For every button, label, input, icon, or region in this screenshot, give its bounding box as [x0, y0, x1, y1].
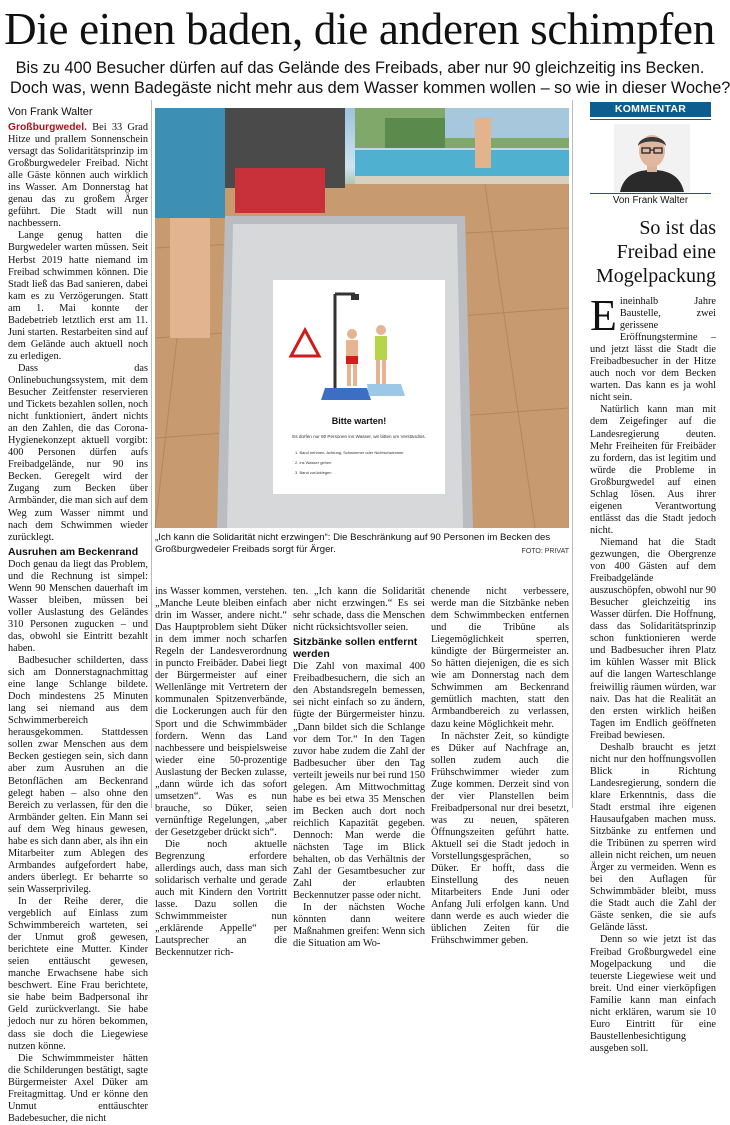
commentary-paragraph: Denn so wie jetzt ist das Freibad Großburgwedel eine Mogelpackung und die teuerste Liegewiese weit und breit. Und einer vierköpfigen Familie kann man einfach nicht erklären, warum sie 10 Euro Eintritt für eine Baustellenbesichtigung ausgeben soll.: [590, 934, 716, 1054]
article-paragraph: ins Wasser kommen, verstehen. „Manche Leute bleiben einfach drin im Wasser, andere nicht.“ Das Hauptproblem sieht Düker in dem immer noch scharfen Regeln der Landesverordnung in puncto Freibäder. Dabei liegt der Bürgermeister auf einer Wellenlänge mit Vertretern der kommunalen Spitzenverbände, die Lockerungen auch für den Sport und die Schwimmbäder fordern. Wenn das Land nachbessere und beispielsweise wieder eine 50-prozentige Auslastung der Becken zulasse, „dann würde ich das sofort umsetzen“. Was es nun brauche, so Düker, seien vernünftige Regelungen, „aber der Gesetzgeber drückt sich“.: [155, 586, 287, 838]
article-paragraph: In der Reihe derer, die vergeblich auf Einlass zum Schwimmbereich warteten, sei der Unmut groß gewesen, berichtete eine Mutter. Kinder seien enttäuscht gewesen, manche Erwachsene habe sich beschwert. Eine Frau berichtete, sie habe beim Badpersonal ihr Geld zurückverlangt. Sie habe jedoch nur zu hören bekommen, dass sie doch die Liegewiese nutzen könne.: [8, 896, 148, 1052]
sign-step: 1. Band nehmen, Achtung, Schwimmer oder Nichtschwimmer: [295, 450, 404, 455]
article-column-1: [8, 122, 149, 1124]
dropcap: E: [590, 291, 617, 340]
article-paragraph: chenende nicht verbessere, werde man die Sitzbänke neben dem Schwimmbecken entfernen und die Tribüne als Liegemöglichkeit sperren, kündigte der Bürgermeister an. So hätten diejenigen, die es sich wie am Donnerstag nach dem Schwimmen am Beckenrand gemütlich machten, statt den Armbandbereich zu verlassen, dazu keine Möglichkeit mehr.: [431, 586, 569, 730]
commentary-paragraph: Eineinhalb Jahre Baustelle, zwei gerissene Eröffnungstermine – und jetzt lässt die Stadt die Freibadbesucher in der Hitze auch noch vor dem Becken warten. Das kann es ja wohl nicht sein.: [590, 291, 716, 404]
commentary-paragraph: Natürlich kann man mit dem Zeigefinger auf die Landesregierung deuten. Mehr Freiheiten für Freibäder zu fordern, das ist legitim und würde die Probleme in Großburgwedel auf einen Schlag lösen. Aus ihrer eigenen Verantwortung entlässt das die Stadt jedoch nicht.: [590, 404, 716, 536]
photo-caption: [155, 532, 569, 557]
dateline: Großburgwedel.: [8, 122, 87, 133]
article-paragraph: Die Schwimmmeister hätten die Schilderungen bestätigt, sagte Bürgermeister Axel Düker am Freitagmittag. Und er könne den Unmut enttäuschter Badebesucher, die nicht: [8, 1052, 148, 1124]
commentary-paragraph: Deshalb braucht es jetzt nicht nur den hoffnungsvollen Blick in Richtung Landesregierung, sondern die klare Erkenntnis, dass die Stadt erstmal ihre eigenen Hausaufgaben machen muss. Sitzbänke zu entfernen und die Tribünen zu sperren wird allein nicht reichen, um neuen Ärger zu vermeiden. Wenn es bei den Auflagen für Schwimmbäder bleibt, muss die Stadt auch die Zahl der Gäste senken, die sie aufs Gelände lässt.: [590, 741, 716, 934]
caption-text: „Ich kann die Solidarität nicht erzwingen“: Die Beschränkung auf 90 Personen im Becken des Großburgwedeler Freibads sorgt für Ärger.: [155, 532, 551, 555]
photo-credit: FOTO: PRIVAT: [521, 547, 569, 555]
sign-step: 2. ins Wasser gehen: [295, 460, 332, 465]
article-column-4: [431, 586, 569, 947]
subline-line-1: Bis zu 400 Besucher dürfen auf das Gelände des Freibads, aber nur 90 gleichzeitig ins Becken.: [15, 59, 705, 77]
sign-step: 3. Band zurücklegen: [295, 470, 332, 475]
article-paragraph: Doch genau da liegt das Problem, und die Rechnung ist simpel: Wenn 90 Menschen dauerhaft im Wasser bleiben, müssen bei voller Auslastung des Geländes 310 Personen zugucken – und das, obwohl sie Eintritt bezahlt haben.: [8, 558, 148, 655]
article-paragraph: Lange genug hatten die Burgwedeler warten müssen. Seit Herbst 2019 hatte niemand im Freibad schwimmen können. Die Stadt ließ das Bad sanieren, dabei kam es zu Verzögerungen. Statt am 1. Mai konnte der Badebetrieb letztlich erst am 11. Juni starten. Restarbeiten sind auf dem Gelände auch aktuell noch zu erledigen.: [8, 230, 148, 362]
freibad-photo: [155, 108, 569, 528]
article-paragraph: Großburgwedel. Bei 33 Grad Hitze und prallem Sonnenschein versagt das Solidaritätsprinzip im Großburgwedeler Freibad. Nicht alle Gäste können auch wirklich ins Wasser. Am Donnerstag hat genau das zu großem Ärger geführt. Die Stadt will nun nachbessern.: [8, 122, 149, 230]
author-portrait: [614, 124, 690, 192]
article-paragraph: ten. „Ich kann die Solidarität aber nicht erzwingen.“ Es sei sehr schade, dass die Menschen nicht rücksichtsvoller seien.: [293, 586, 425, 634]
commentary-label: KOMMENTAR: [590, 102, 711, 117]
commentary-sidebar: [576, 100, 716, 1054]
article-paragraph: In nächster Zeit, so kündigte es Düker auf Nachfrage an, sollen zudem auch die Frühschwimmer wieder zum Zuge kommen. Derzeit sind von der vier Planstellen beim Freibadpersonal nur drei besetzt, was zu neuen, späteren Öffnungszeiten geführt hatte. Aktuell sei die Stadt jedoch in Vorstellungsgesprächen, so Düker. Er hofft, dass die Einstellung des neuen Mitarbeiters Ende Juni oder Anfang Juli erfolgen kann. Und dann werde es auch wieder die üblichen Zeiten für die Frühschwimmer geben.: [431, 730, 569, 947]
column-rule: [572, 100, 573, 808]
article-paragraph: Dass das Onlinebuchungssystem, mit dem Besucher Zeitfenster reservieren und Tickets bezahlen sollen, noch nicht funktioniert, ändert nichts an den Zahlen, die das Corona-Hygienekonzept aktuell vorgibt: 400 Personen dürfen aufs Freibadgelände, nur 90 ins Becken. Geregelt wird der Zugang zum Becken über Armbänder, die man sich auf dem Weg zum Wasser nimmt und nach dem Schwimmen wieder zurücklegt.: [8, 362, 148, 543]
sign-text: Es dürfen nur 90 Personen ins Wasser, wir bitten um Verständnis.: [292, 434, 426, 439]
commentary-author: Von Frank Walter: [590, 193, 711, 207]
sign-title: Bitte warten!: [331, 416, 387, 426]
subline-line-2: Doch was, wenn Badegäste nicht mehr aus dem Wasser kommen wollen – so wie in dieser Woche?: [10, 79, 730, 97]
commentary-paragraph: Niemand hat die Stadt gezwungen, die Obergrenze von 400 Gästen auf dem Freibadgelände auszuschöpfen, obwohl nur 90 Besucher gleichzeitig ins Wasser dürfen. Die Hoffnung, dass das Solidaritätsprinzip schon funktionieren werde und Badbesucher ihren Platz im kühlen Wasser mit Blick auf die langen Warteschlange freiwillig räumen würden, war naiv. Das hat die Realität an den ersten wirklich heißen Tagen im Endlich geöffneten Freibad bewiesen.: [590, 536, 716, 741]
article-paragraph: Badbesucher schilderten, dass sich am Donnerstagnachmittag eine lange Schlange bildete. Doch mindestens 25 Minuten lang sei niemand aus dem Schwimmerbereich herausgekommen. Stattdessen sollen zwar Menschen aus dem Becken gestiegen sein, sich dann aber zum Ausruhen an die Betonflächen am Beckenrand gelegt haben – also ohne den Bereich zu verlassen, für den die Armbänder gelten. Ein Mann sei auf dem Weg hinaus gewesen, habe es sich dann aber, als ihn ein Mitarbeiter zum Ablegen des Armbandes aufgefordert habe, anders überlegt. Er beharrte so sein Wasserprivileg.: [8, 655, 148, 895]
article-column-3: [293, 586, 425, 950]
subheading: Ausruhen am Beckenrand: [8, 545, 139, 558]
article-paragraph: Die Zahl von maximal 400 Freibadbesuchern, die sich an den Abstandsregeln bemessen, sei nicht einfach so zu ändern, fügte der Bürgermeister hinzu. „Dann bildet sich die Schlange vor dem Tor.“ In den Tagen zuvor habe zudem die Zahl der Badbesucher über den Tag verteilt jeweils nur bei rund 150 gelegen. Am Mittwochmittag habe es bei etwa 35 Menschen im Becken auch dort noch reichlich Kapazität gegeben. Dennoch: Man werde die nächsten Tage im Blick behalten, ob das Verhältnis der Zahl der Gesamtbesucher zur Zahl der erlaubten Beckennutzer passe oder nicht.: [293, 661, 425, 902]
article-paragraph: In der nächsten Woche könnten dann weitere Maßnahmen greifen: Wenn sich die Situation am Wo-: [293, 902, 425, 950]
article-author: Von Frank Walter: [8, 106, 93, 118]
article-column-2: [155, 586, 287, 959]
divider: [590, 119, 711, 120]
column-rule: [151, 100, 152, 808]
article-paragraph: Die noch aktuelle Begrenzung erfordere allerdings auch, dass man sich solidarisch verhalte und gerade auch mit Kindern den Vortritt lasse. Dazu sollen die Schwimmmeister nun „erklärende Appelle“ per Lautsprecher an die Beckennutzer rich-: [155, 838, 287, 959]
commentary-body: [590, 291, 716, 1054]
headline: Die einen baden, die anderen schimpfen: [4, 4, 715, 54]
commentary-title: So ist das Freibad eine Mogelpackung: [596, 217, 716, 287]
subline: [10, 58, 730, 98]
subheading: Sitzbänke sollen entfernt werden: [293, 636, 418, 661]
